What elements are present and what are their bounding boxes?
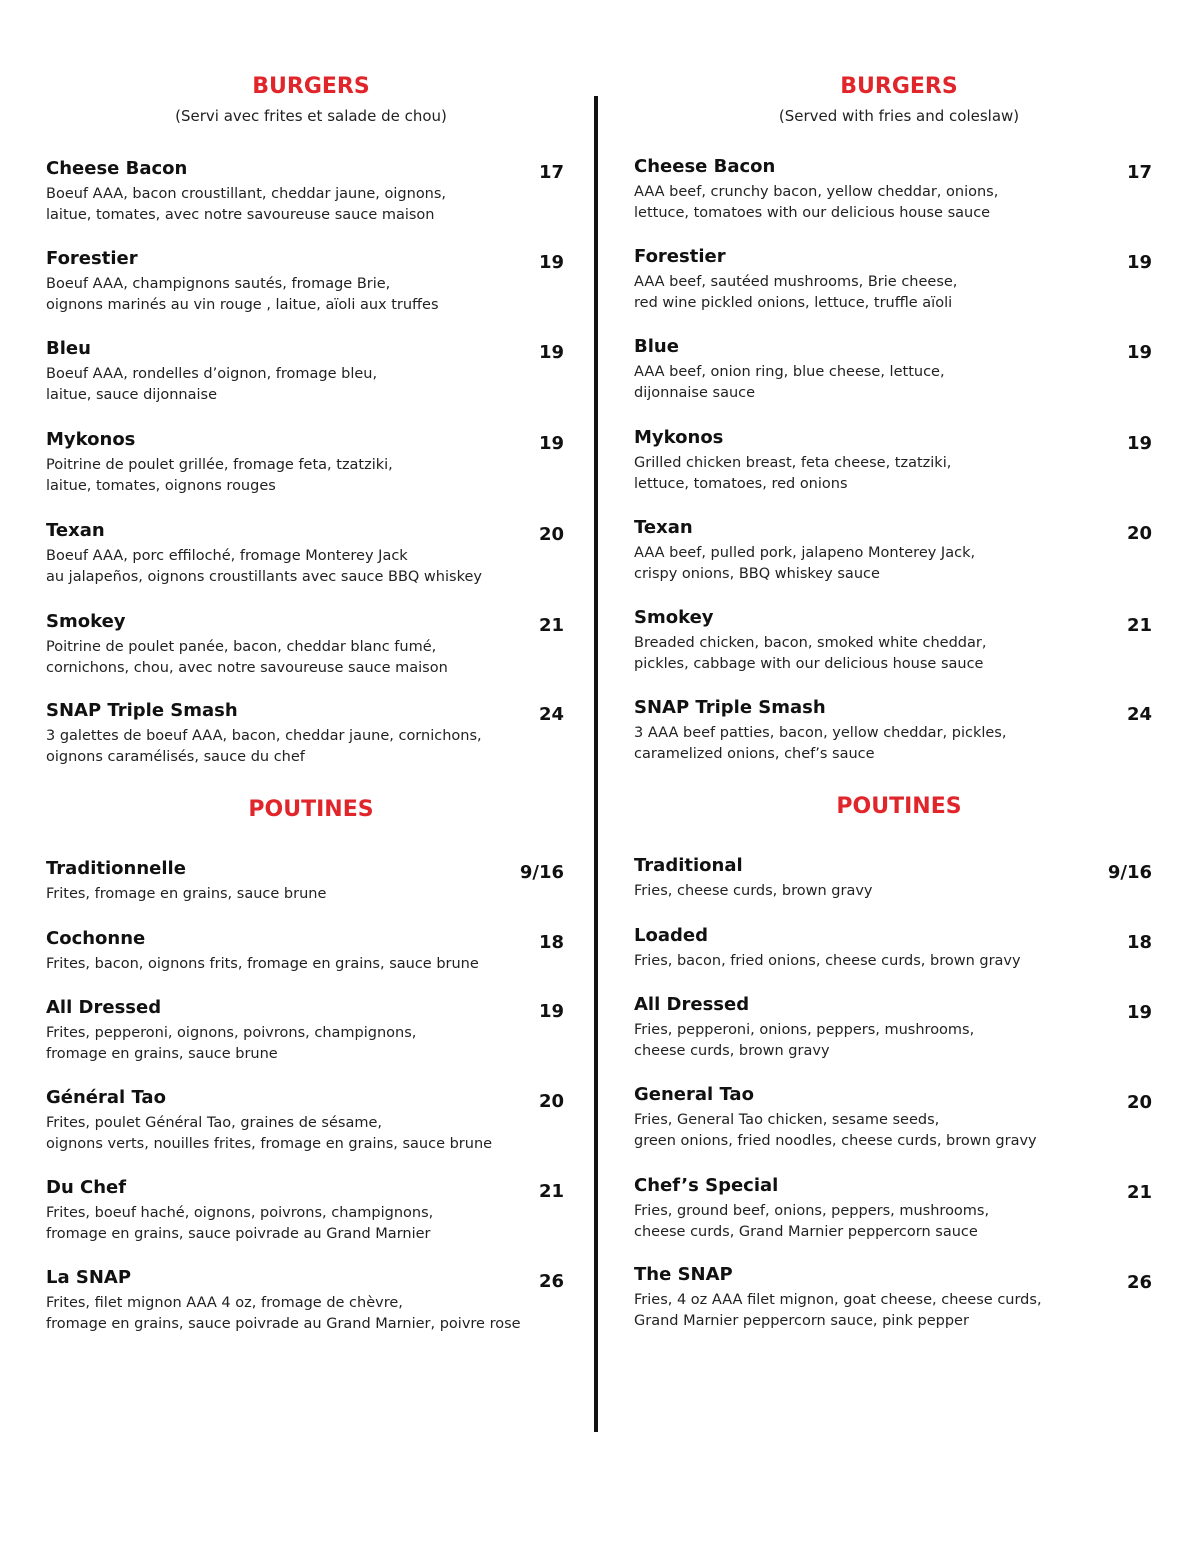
item-name: Traditional (634, 855, 743, 876)
menu-item (634, 1084, 1154, 1152)
menu-item (634, 1264, 1154, 1332)
item-name: Texan (634, 517, 693, 538)
item-price: 19 (1126, 252, 1152, 273)
item-name: SNAP Triple Smash (46, 700, 238, 721)
item-description: AAA beef, sautéed mushrooms, Brie cheese, red wine pickled onions, lettuce, truffle aïoli (634, 274, 958, 311)
item-description: Fries, ground beef, onions, peppers, mushrooms, cheese curds, Grand Marnier peppercorn sauce (634, 1203, 990, 1240)
item-name: Du Chef (46, 1177, 127, 1198)
item-name: All Dressed (46, 997, 162, 1018)
item-price: 20 (538, 1091, 564, 1112)
item-description: Fries, General Tao chicken, sesame seeds, green onions, fried noodles, cheese curds, brown gravy (634, 1112, 1037, 1149)
item-price: 19 (538, 1001, 564, 1022)
item-price: 19 (1126, 1002, 1152, 1023)
menu-item (46, 700, 566, 768)
item-price: 19 (538, 433, 564, 454)
item-description: Frites, pepperoni, oignons, poivrons, champignons, fromage en grains, sauce brune (46, 1025, 417, 1062)
menu-item (634, 994, 1154, 1062)
item-description: Fries, cheese curds, brown gravy (634, 883, 873, 899)
item-description: 3 galettes de boeuf AAA, bacon, cheddar jaune, cornichons, oignons caramélisés, sauce du chef (46, 728, 482, 765)
item-price: 9/16 (1107, 862, 1152, 883)
menu-item (46, 1177, 566, 1245)
menu-item (634, 925, 1154, 972)
item-description: Poitrine de poulet grillée, fromage feta, tzatziki, laitue, tomates, oignons rouges (46, 457, 393, 494)
item-name: Mykonos (634, 427, 724, 448)
item-description: AAA beef, onion ring, blue cheese, lettuce, dijonnaise sauce (634, 364, 945, 401)
item-description: Boeuf AAA, champignons sautés, fromage Brie, oignons marinés au vin rouge , laitue, aïoli aux truffes (46, 276, 439, 313)
item-name: Forestier (46, 248, 138, 269)
burgers-subtitle: (Servi avec frites et salade de chou) (175, 107, 447, 125)
menu-item (46, 520, 566, 588)
menu-item (46, 1267, 566, 1335)
item-name: SNAP Triple Smash (634, 697, 826, 718)
item-name: Général Tao (46, 1087, 166, 1108)
item-price: 21 (538, 615, 564, 636)
menu-item (634, 156, 1154, 224)
item-name: The SNAP (634, 1264, 733, 1285)
item-description: Fries, pepperoni, onions, peppers, mushrooms, cheese curds, brown gravy (634, 1022, 975, 1059)
item-name: La SNAP (46, 1267, 132, 1288)
burgers-subtitle: (Served with fries and coleslaw) (778, 107, 1020, 125)
item-price: 20 (1126, 1092, 1152, 1113)
item-price: 20 (1126, 523, 1152, 544)
item-price: 9/16 (519, 862, 564, 883)
item-description: AAA beef, pulled pork, jalapeno Monterey Jack, crispy onions, BBQ whiskey sauce (634, 545, 976, 582)
item-name: Smokey (634, 607, 714, 628)
item-price: 19 (1126, 433, 1152, 454)
item-price: 26 (1126, 1272, 1152, 1293)
item-name: Texan (46, 520, 105, 541)
menu-item (46, 997, 566, 1065)
menu-item (634, 246, 1154, 314)
item-name: All Dressed (634, 994, 750, 1015)
poutines-heading: POUTINES (836, 794, 962, 819)
menu-item (634, 607, 1154, 675)
item-price: 19 (1126, 342, 1152, 363)
item-price: 21 (538, 1181, 564, 1202)
item-name: Forestier (634, 246, 726, 267)
menu-item (46, 429, 566, 497)
item-name: Traditionnelle (46, 858, 186, 879)
column-divider (594, 96, 598, 1432)
menu-item (634, 517, 1154, 585)
menu-item (634, 1175, 1154, 1243)
item-price: 18 (538, 932, 564, 953)
item-description: Fries, bacon, fried onions, cheese curds, brown gravy (634, 953, 1021, 969)
item-name: Bleu (46, 338, 91, 359)
menu-item (46, 158, 566, 226)
item-price: 18 (1126, 932, 1152, 953)
item-description: Frites, boeuf haché, oignons, poivrons, champignons, fromage en grains, sauce poivrade au Grand Marnier (46, 1205, 434, 1242)
menu-item (46, 858, 566, 905)
item-price: 24 (1126, 704, 1152, 725)
item-price: 19 (538, 342, 564, 363)
item-name: Mykonos (46, 429, 136, 450)
item-price: 26 (538, 1271, 564, 1292)
item-name: Smokey (46, 611, 126, 632)
item-price: 17 (538, 162, 564, 183)
item-name: Cheese Bacon (634, 156, 776, 177)
menu-item (46, 1087, 566, 1155)
item-description: Boeuf AAA, bacon croustillant, cheddar jaune, oignons, laitue, tomates, avec notre savoureuse sauce maison (46, 186, 447, 223)
item-name: Cochonne (46, 928, 146, 949)
item-description: Frites, filet mignon AAA 4 oz, fromage de chèvre, fromage en grains, sauce poivrade au Grand Marnier, poivre rose (46, 1295, 521, 1332)
item-name: Chef’s Special (634, 1175, 779, 1196)
menu-item (46, 248, 566, 316)
item-price: 21 (1126, 1182, 1152, 1203)
menu-item (634, 427, 1154, 495)
burgers-heading: BURGERS (840, 74, 958, 99)
menu-item (634, 855, 1154, 902)
item-description: Fries, 4 oz AAA filet mignon, goat cheese, cheese curds, Grand Marnier peppercorn sauce, pink pepper (634, 1292, 1042, 1329)
item-price: 17 (1126, 162, 1152, 183)
menu-item (46, 338, 566, 406)
item-description: AAA beef, crunchy bacon, yellow cheddar, onions, lettuce, tomatoes with our delicious house sauce (634, 184, 999, 221)
item-description: Frites, fromage en grains, sauce brune (46, 886, 327, 902)
item-description: Frites, poulet Général Tao, graines de sésame, oignons verts, nouilles frites, fromage en grains, sauce brune (46, 1115, 493, 1152)
item-price: 19 (538, 252, 564, 273)
menu-item (46, 611, 566, 679)
item-price: 21 (1126, 615, 1152, 636)
poutines-heading: POUTINES (248, 797, 374, 822)
item-description: Poitrine de poulet panée, bacon, cheddar blanc fumé, cornichons, chou, avec notre savoureuse sauce maison (46, 639, 448, 676)
item-description: Breaded chicken, bacon, smoked white cheddar, pickles, cabbage with our delicious house sauce (634, 635, 987, 672)
burgers-heading: BURGERS (252, 74, 370, 99)
item-description: Grilled chicken breast, feta cheese, tzatziki, lettuce, tomatoes, red onions (634, 455, 952, 492)
item-description: Frites, bacon, oignons frits, fromage en grains, sauce brune (46, 956, 479, 972)
item-price: 24 (538, 704, 564, 725)
item-description: Boeuf AAA, rondelles d’oignon, fromage bleu, laitue, sauce dijonnaise (46, 366, 378, 403)
item-description: Boeuf AAA, porc effiloché, fromage Monterey Jack au jalapeños, oignons croustillants avec sauce BBQ whiskey (46, 548, 482, 585)
item-name: Loaded (634, 925, 708, 946)
item-name: General Tao (634, 1084, 754, 1105)
menu-item (634, 336, 1154, 404)
item-description: 3 AAA beef patties, bacon, yellow cheddar, pickles, caramelized onions, chef’s sauce (634, 725, 1007, 762)
item-name: Blue (634, 336, 679, 357)
menu-item (634, 697, 1154, 765)
item-price: 20 (538, 524, 564, 545)
item-name: Cheese Bacon (46, 158, 188, 179)
menu-item (46, 928, 566, 975)
